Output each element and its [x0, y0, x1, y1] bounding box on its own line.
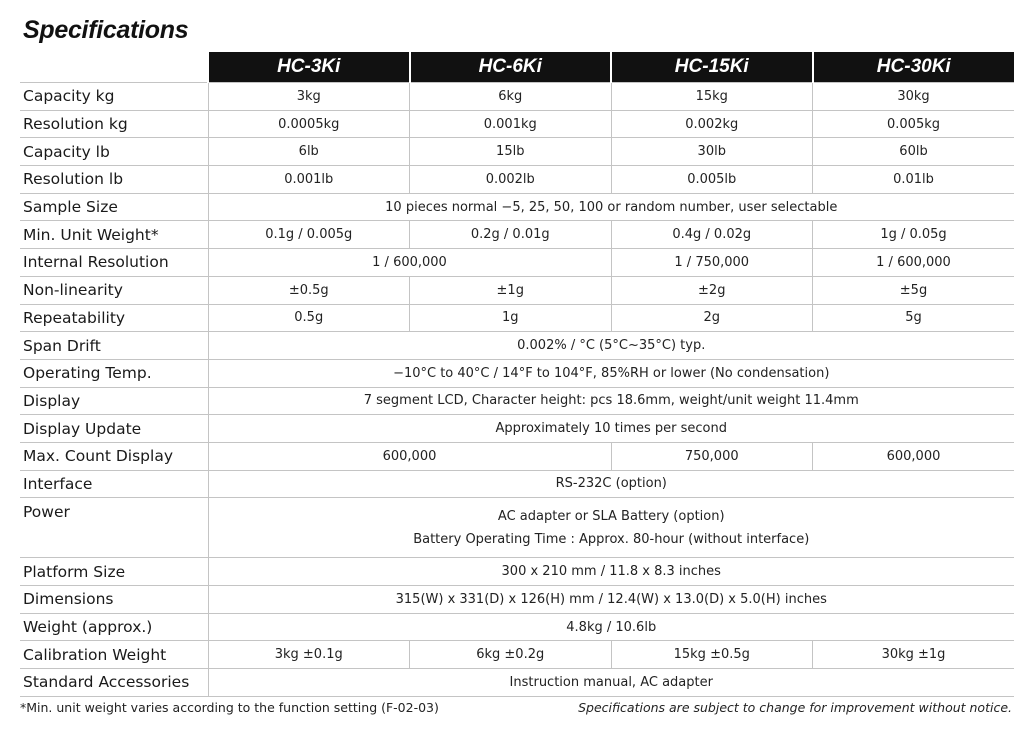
spec-label: Standard Accessories	[20, 669, 208, 697]
spec-row	[20, 138, 1014, 166]
spec-row	[20, 498, 1014, 558]
spec-label: Max. Count Display	[20, 442, 208, 470]
model-header-row	[20, 52, 1014, 83]
spec-value: 0.0005kg	[208, 110, 410, 138]
spec-label: Interface	[20, 470, 208, 498]
spec-value: 315(W) x 331(D) x 126(H) mm / 12.4(W) x 13.0(D) x 5.0(H) inches	[208, 586, 1014, 614]
spec-value: 7 segment LCD, Character height: pcs 18.6mm, weight/unit weight 11.4mm	[208, 387, 1014, 415]
model-header-hc-6ki: HC-6Ki	[410, 52, 612, 83]
spec-label: Min. Unit Weight*	[20, 221, 208, 249]
spec-value: 30kg ±1g	[813, 641, 1015, 669]
footnote: *Min. unit weight varies according to the function setting (F-02-03)	[20, 700, 439, 715]
spec-value: 0.005lb	[611, 166, 813, 194]
spec-label: Capacity kg	[20, 83, 208, 111]
spec-row	[20, 276, 1014, 304]
spec-row	[20, 387, 1014, 415]
spec-value: 6lb	[208, 138, 410, 166]
spec-row	[20, 669, 1014, 697]
spec-value: 300 x 210 mm / 11.8 x 8.3 inches	[208, 558, 1014, 586]
spec-value: 1 / 600,000	[813, 249, 1015, 277]
spec-value: 6kg	[410, 83, 612, 111]
spec-value: RS-232C (option)	[208, 470, 1014, 498]
spec-row	[20, 613, 1014, 641]
spec-value: 30lb	[611, 138, 813, 166]
model-header-hc-3ki: HC-3Ki	[208, 52, 410, 83]
spec-value: 15lb	[410, 138, 612, 166]
spec-label: Display Update	[20, 415, 208, 443]
spec-row	[20, 332, 1014, 360]
spec-value: 0.002% / °C (5°C~35°C) typ.	[208, 332, 1014, 360]
model-header-hc-30ki: HC-30Ki	[813, 52, 1015, 83]
spec-label: Span Drift	[20, 332, 208, 360]
spec-row	[20, 304, 1014, 332]
spec-value: −10°C to 40°C / 14°F to 104°F, 85%RH or lower (No condensation)	[208, 359, 1014, 387]
spec-label: Sample Size	[20, 193, 208, 221]
spec-label: Resolution kg	[20, 110, 208, 138]
header-blank-cell	[20, 52, 208, 83]
spec-row	[20, 641, 1014, 669]
spec-value: 3kg	[208, 83, 410, 111]
spec-value: 1 / 600,000	[208, 249, 611, 277]
spec-value: 10 pieces normal −5, 25, 50, 100 or random number, user selectable	[208, 193, 1014, 221]
spec-row	[20, 221, 1014, 249]
spec-row	[20, 193, 1014, 221]
spec-row	[20, 558, 1014, 586]
spec-value: ±2g	[611, 276, 813, 304]
spec-label: Capacity lb	[20, 138, 208, 166]
spec-value: 0.5g	[208, 304, 410, 332]
spec-value	[208, 498, 1014, 558]
spec-value: 0.001lb	[208, 166, 410, 194]
spec-value: 0.002kg	[611, 110, 813, 138]
spec-value: ±5g	[813, 276, 1015, 304]
page-title: Specifications	[23, 16, 189, 44]
spec-label: Platform Size	[20, 558, 208, 586]
spec-row	[20, 249, 1014, 277]
spec-label: Weight (approx.)	[20, 613, 208, 641]
spec-row	[20, 442, 1014, 470]
spec-row	[20, 166, 1014, 194]
spec-value: Instruction manual, AC adapter	[208, 669, 1014, 697]
spec-row	[20, 110, 1014, 138]
model-header-hc-15ki: HC-15Ki	[611, 52, 813, 83]
spec-label: Calibration Weight	[20, 641, 208, 669]
spec-label: Operating Temp.	[20, 359, 208, 387]
spec-label: Resolution lb	[20, 166, 208, 194]
spec-value: 1 / 750,000	[611, 249, 813, 277]
spec-row	[20, 83, 1014, 111]
spec-label: Repeatability	[20, 304, 208, 332]
spec-value: 1g	[410, 304, 612, 332]
spec-value: 3kg ±0.1g	[208, 641, 410, 669]
spec-value: 4.8kg / 10.6lb	[208, 613, 1014, 641]
spec-value: 600,000	[813, 442, 1015, 470]
spec-value: 15kg ±0.5g	[611, 641, 813, 669]
spec-row	[20, 359, 1014, 387]
spec-value: 750,000	[611, 442, 813, 470]
spec-value: 15kg	[611, 83, 813, 111]
spec-value: 0.005kg	[813, 110, 1015, 138]
spec-row	[20, 586, 1014, 614]
spec-row	[20, 470, 1014, 498]
spec-label: Internal Resolution	[20, 249, 208, 277]
spec-body	[20, 83, 1014, 697]
disclaimer: Specifications are subject to change for improvement without notice.	[578, 700, 1012, 715]
spec-value: 30kg	[813, 83, 1015, 111]
spec-label: Display	[20, 387, 208, 415]
spec-value: 0.2g / 0.01g	[410, 221, 612, 249]
spec-value: 5g	[813, 304, 1015, 332]
spec-value: 1g / 0.05g	[813, 221, 1015, 249]
spec-value: 600,000	[208, 442, 611, 470]
spec-value: 0.01lb	[813, 166, 1015, 194]
spec-value: 60lb	[813, 138, 1015, 166]
spec-row	[20, 415, 1014, 443]
spec-label: Non-linearity	[20, 276, 208, 304]
spec-table	[20, 52, 1014, 697]
spec-value: 0.001kg	[410, 110, 612, 138]
spec-value: 0.4g / 0.02g	[611, 221, 813, 249]
spec-value: ±0.5g	[208, 276, 410, 304]
spec-value: 6kg ±0.2g	[410, 641, 612, 669]
spec-value: 0.002lb	[410, 166, 612, 194]
spec-label: Power	[20, 498, 208, 558]
spec-value: ±1g	[410, 276, 612, 304]
spec-value-line: Battery Operating Time : Approx. 80-hour (without interface)	[413, 531, 810, 547]
spec-label: Dimensions	[20, 586, 208, 614]
spec-value-line: AC adapter or SLA Battery (option)	[497, 508, 725, 524]
spec-value: 2g	[611, 304, 813, 332]
spec-value: 0.1g / 0.005g	[208, 221, 410, 249]
spec-value: Approximately 10 times per second	[208, 415, 1014, 443]
